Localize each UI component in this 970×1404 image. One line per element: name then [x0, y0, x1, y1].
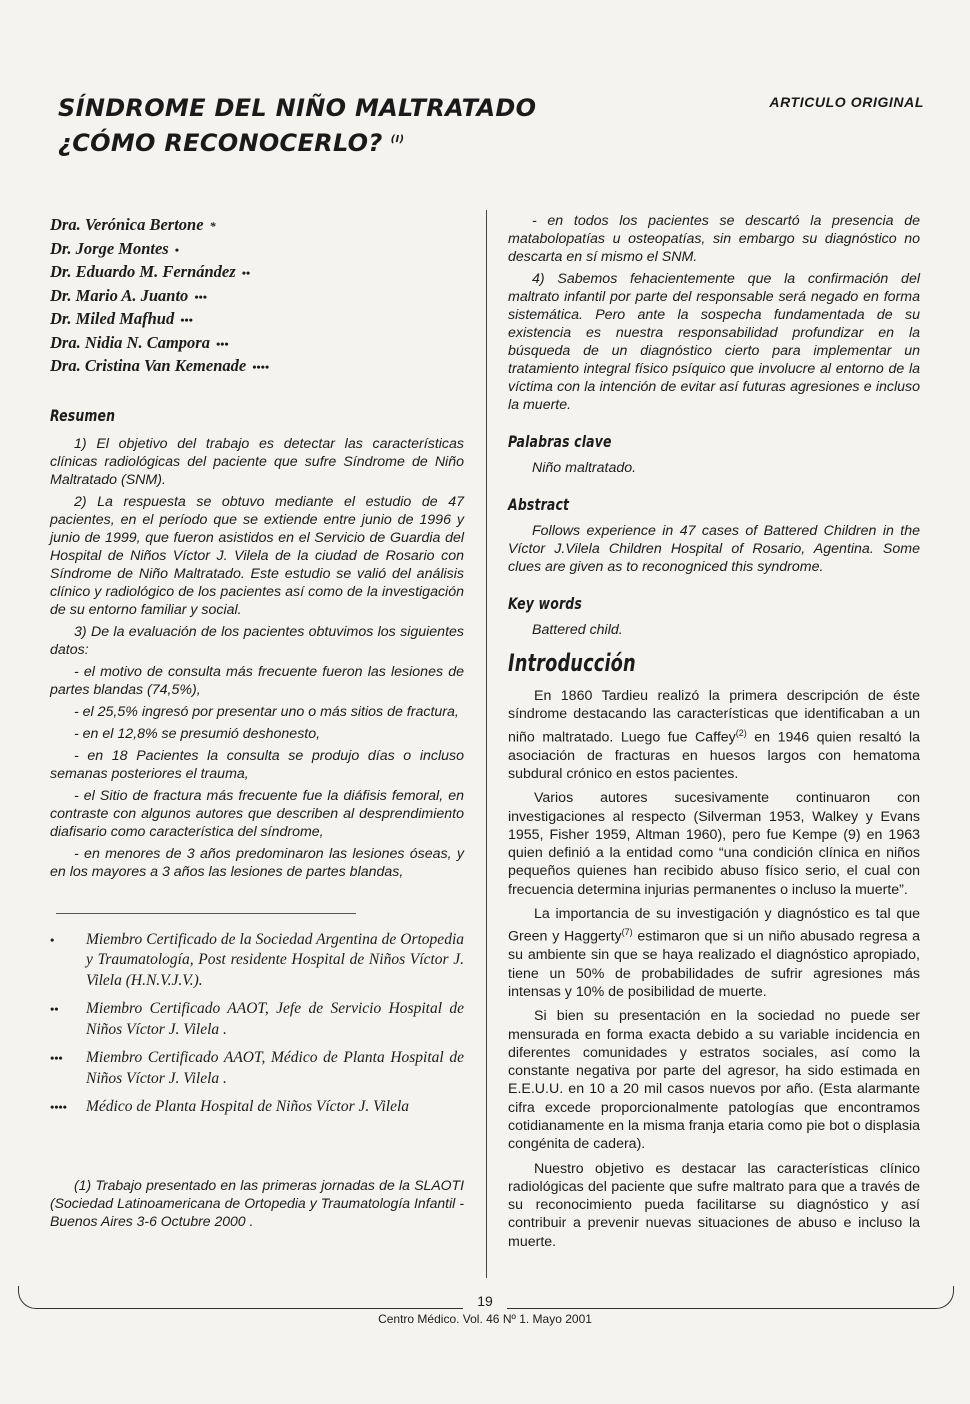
title-footnote-mark: (I) [390, 134, 405, 145]
footnote-text: Médico de Planta Hospital de Niños Víctor J. Vilela [86, 1098, 410, 1115]
resumen-heading: Resumen [50, 405, 116, 425]
author [50, 285, 464, 309]
footnote-mark: •• [50, 1002, 59, 1016]
resumen-paragraph: 1) El objetivo del trabajo es detectar las características clínicas radiológicas del paciente que sufre Síndrome de Niño Maltratado (SNM). [50, 435, 464, 488]
footnote-mark: • [50, 932, 55, 947]
intro-text: en 1946 quien resaltó la asociación de fracturas en huesos largos con hematoma subdural crónico en estos pacientes. [508, 729, 921, 782]
author [50, 214, 464, 238]
citation-mark: (2) [735, 727, 747, 738]
introduction-body [508, 687, 920, 1251]
resumen-bullet: - el Sitio de fractura más frecuente fue la diáfisis femoral, en contraste con algunos autores que describen al desprendimiento diafisario como característica del síndrome, [50, 787, 464, 840]
article-title [58, 93, 618, 159]
resumen-bullet: - el 25,5% ingresó por presentar uno o más sitios de fractura, [74, 703, 459, 720]
english-keywords-text: Battered child. [532, 622, 623, 638]
footnote-text: Miembro Certificado AAOT, Jefe de Servicio Hospital de Niños Víctor J. Vilela . [86, 1000, 464, 1038]
author-list [50, 214, 464, 379]
footnote-mark: ••• [50, 1051, 63, 1065]
introduction-heading: Introducción [508, 649, 636, 677]
affiliation-footnote [50, 930, 464, 992]
author-name: Dr. Mario A. Juanto [50, 285, 189, 305]
resumen-bullet: - el motivo de consulta más frecuente fueron las lesiones de partes blandas (74,5%), [50, 663, 464, 698]
author-mark: ••• [215, 336, 229, 351]
intro-text: La importancia de su investigación y diagnóstico es tal que Green y Haggerty [508, 906, 920, 946]
author [50, 332, 464, 356]
english-keywords-heading: Key words [508, 594, 582, 613]
footnote-text: Miembro Certificado de la Sociedad Argentina de Ortopedia y Traumatología, Post residente Hospital de Niños Víctor J. Vilela (H.N.V.J.V.). [86, 930, 464, 989]
footnote-text: Miembro Certificado AAOT, Médico de Planta Hospital de Niños Víctor J. Vilela . [86, 1049, 464, 1087]
footnote-mark: •••• [50, 1100, 67, 1114]
author-name: Dr. Miled Mafhud [50, 309, 175, 328]
author-mark: * [209, 219, 216, 233]
author-name: Dra. Nidia N. Campora [50, 332, 210, 352]
author [50, 238, 464, 262]
affiliation-footnote [50, 1097, 464, 1118]
resumen-paragraph: 4) Sabemos fehacientemente que la confirmación del maltrato infantil por parte del responsable será negado en forma sistemática. Pero ante la sospecha fundamentada de su existencia es nuestra responsabilidad profundizar en la búsqueda de un diagnóstico cierto para implementar un tratamiento integral físico psíquico que involucre al entorno de la víctima con la intención de evitar así futuras agresiones e incluso la muerte. [508, 271, 920, 413]
affiliation-footnote [50, 1048, 464, 1089]
intro-text: En 1860 Tardieu realizó la primera descripción de éste síndrome destacando las características que identificaban a un niño maltratado. Luego fue Caffey [508, 688, 920, 746]
author [50, 261, 464, 285]
author [50, 355, 464, 379]
author-name: Dra. Cristina Van Kemenade [50, 356, 247, 375]
citation-mark: (7) [621, 927, 633, 938]
author-mark: • [174, 242, 179, 257]
intro-paragraph: Si bien su presentación en la sociedad no puede ser mensurada en forma exacta debido a su variable incidencia en diferentes comunidades y estratos sociales, así como la constante negativa por parte del agresor, ha sido estimada en E.E.U.U. en 10 a 20 mil casos nuevos por año. (Esta alarmante cifra excede proporcionalmente patologías que encontramos cotidianamente en la misma franja etaria como pie bot o displasia congénita de cadera). [508, 1008, 920, 1153]
affiliation-footnote [50, 999, 464, 1040]
abstract-heading: Abstract [508, 495, 570, 514]
resumen-bullet: - en 18 Pacientes la consulta se produjo días o incluso semanas posteriores el trauma, [50, 747, 464, 782]
abstract-text: Follows experience in 47 cases of Battered Children in the Víctor J.Vilela Children Hospital of Rosario, Agentina. Some clues are given as to reconogniced this syndrome. [508, 523, 920, 575]
journal-citation: Centro Médico. Vol. 46 Nº 1. Mayo 2001 [378, 1312, 592, 1326]
intro-text: estimaron que si un niño abusado regresa a su ambiente sin que se haya realizado el diagnóstico apropiado, tiene un 50% de probabilidades de sufrir agresiones más intensas y 10% de posibilidad de muerte. [508, 929, 920, 1000]
section-label: ARTICULO ORIGINAL [769, 94, 924, 110]
intro-paragraph: Nuestro objetivo es destacar las características clínico radiológicas del paciente que sufre maltrato para que a través de su reconocimiento pueda facilitarse su diagnóstico y así contribuir a prevenir nuevas situaciones de abuso e incluso la muerte. [508, 1160, 920, 1250]
left-column [50, 210, 464, 1244]
intro-paragraph: Varios autores sucesivamente continuaron con investigaciones al respecto (Silverman 1953, Walkey y Evans 1955, Fisher 1959, Altman 1960), pero fue Kempe (9) en 1963 quien definió a la entidad como “una condición clínica en niños pequeños quienes han recibido abuso físico serio, el cual con frecuencia determina injurias permanentes o incluso la muerte”. [508, 790, 920, 898]
page-number-text: 19 [463, 1293, 507, 1309]
author-name: Dr. Jorge Montes [50, 238, 169, 258]
resumen-bullet: - en menores de 3 años predominaron las lesiones óseas, y en los mayores a 3 años las lesiones de partes blandas, [50, 845, 464, 880]
author-mark: •••• [252, 360, 270, 374]
intro-paragraph [508, 687, 920, 783]
author [50, 308, 464, 332]
keywords-heading: Palabras clave [508, 432, 612, 451]
title-line-1: SÍNDROME DEL NIÑO MALTRATADO [58, 94, 537, 122]
author-name: Dra. Verónica Bertone [50, 215, 204, 234]
title-line-2-text: ¿CÓMO RECONOCERLO? [58, 129, 383, 157]
affiliation-footnotes [50, 930, 464, 1118]
right-column [508, 210, 920, 1251]
author-name: Dr. Eduardo M. Fernández [50, 262, 236, 281]
resumen-paragraph: 2) La respuesta se obtuvo mediante el estudio de 47 pacientes, en el período que se extiende entre junio de 1996 y junio de 1999, que fueron asistidos en el Servicio de Guardia del Hospital de Niños Víctor J. Vilela de la ciudad de Rosario con Síndrome de Niño Maltratado. Este estudio se valió del análisis clínico y radiológico de los pacientes así como de la investigación de su entorno familiar y social. [50, 493, 464, 618]
author-mark: ••• [194, 289, 207, 304]
presentation-note: (1) Trabajo presentado en las primeras jornadas de la SLAOTI (Sociedad Latinoamericana de Ortopedia y Traumatología Infantil - Buenos Aires 3-6 Octubre 2000 . [50, 1176, 464, 1229]
intro-paragraph [508, 905, 920, 1001]
resumen-bullet: - en el 12,8% se presumió deshonesto, [74, 725, 321, 742]
title-line-2 [58, 124, 618, 159]
footnotes-rule [56, 913, 356, 914]
keywords-text: Niño maltratado. [532, 460, 637, 476]
resumen-bullet: - en todos los pacientes se descartó la presencia de matabolopatías u osteopatías, sin embargo su diagnóstico no descarta en sí mismo el SNM. [508, 213, 920, 265]
column-divider [486, 210, 487, 1278]
author-mark: •• [241, 266, 251, 280]
resumen-body [50, 435, 464, 881]
author-mark: ••• [180, 313, 193, 327]
page-number [0, 1293, 970, 1309]
resumen-paragraph: 3) De la evaluación de los pacientes obtuvimos los siguientes datos: [50, 623, 464, 658]
